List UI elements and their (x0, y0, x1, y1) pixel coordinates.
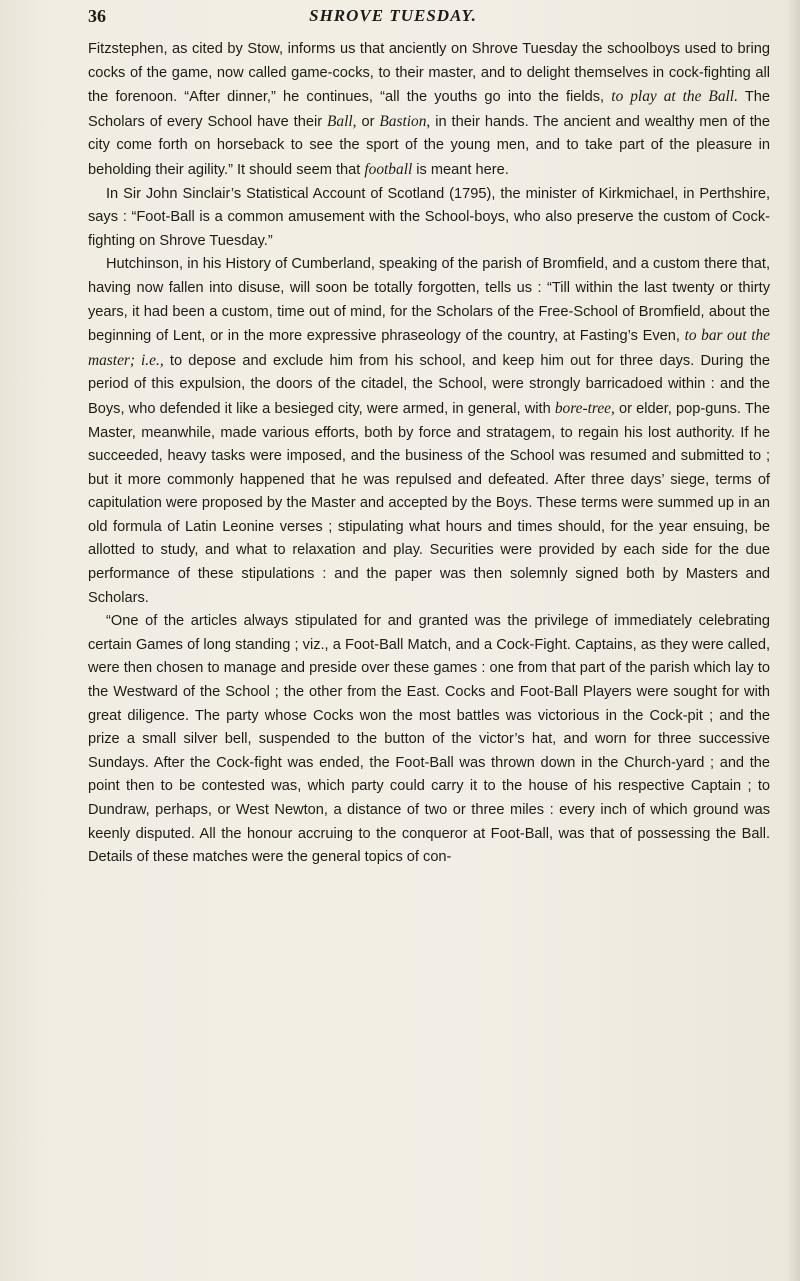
paragraph (88, 253, 770, 610)
text-run: is meant here. (412, 161, 509, 178)
text-run: or (356, 113, 380, 130)
text-run: to depose and exclude him from his school, and keep him out for three days. During the period of this expulsion, the doors of the citadel, the School, were strongly barricadoed within : and the Boys, who defended it like a besieged city, were armed, in general, with (88, 352, 770, 417)
text-run: “One of the articles always stipulated for and granted was the privilege of immediately celebrating certain Games of long standing ; viz., a Foot-Ball Match, and a Cock-Fight. Captains, as they were called, were then chosen to manage and preside over these games : one from that part of the parish which lay to the Westward of the School ; the other from the East. Cocks and Foot-Ball Players were sought for with great diligence. The party whose Cocks won the most battles was victorious in the Cock-pit ; and the prize a small silver bell, suspended to the button of the victor’s hat, and worn for three successive Sundays. After the Cock-fight was ended, the Foot-Ball was thrown down in the Church-yard ; and the point then to be contested was, which party could carry it to the house of his respective Captain ; to Dundraw, perhaps, or West Newton, a distance of two or three miles : every inch of which ground was keenly disputed. All the honour accruing to the conqueror at Foot-Ball, was that of possessing the Ball. Details of these matches were the general topics of con- (88, 613, 770, 866)
text-run: or elder, pop-guns. The Master, meanwhile, made various efforts, both by force and stratagem, to regain his lost authority. If he succeeded, heavy tasks were imposed, and the business of the School was resumed and submitted to ; but it more commonly happened that he was repulsed and defeated. After three days’ siege, terms of capitulation were proposed by the Master and accepted by the Boys. These terms were summed up in an old formula of Latin Leonine verses ; stipulating what hours and times should, for the year ensuing, be allotted to study, and what to relaxation and play. Securities were provided by each side for the due performance of these stipulations : and the paper was then solemnly signed both by Masters and Scholars. (88, 400, 770, 606)
text-run: Hutchinson, in his History of Cumberland, speaking of the parish of Bromfield, and a custom there that, having now fallen into disuse, will soon be totally forgotten, tells us : “Till within the last twenty or thirty years, it had been a custom, time out of mind, for the Scholars of the Free-School of Bromfield, about the beginning of Lent, or in the more expressive phraseology of the country, at Fasting’s Even, (88, 256, 770, 345)
italic-text: bore-tree, (554, 399, 615, 417)
paragraph (88, 610, 770, 870)
paragraph (88, 38, 770, 183)
page-number: 36 (88, 6, 106, 26)
body-text (88, 38, 770, 870)
page-edge-shadow (786, 0, 800, 1281)
paragraph (88, 183, 770, 254)
italic-text: to bar out the master; i.e., (88, 327, 770, 369)
page-header (88, 6, 788, 34)
text-run: Fitzstephen, as cited by Stow, informs us that anciently on Shrove Tuesday the schoolboys used to bring cocks of the game, now called game-cocks, to their master, and to delight themselves in cock-fighting all the forenoon. “After dinner,” he continues, “all the youths go into the fields, (88, 41, 770, 106)
italic-text: Bastion, (379, 112, 431, 130)
text-run: In Sir John Sinclair’s Statistical Account of Scotland (1795), the minister of Kirkmichael, in Perthshire, says : “Foot-Ball is a common amusement with the School-boys, who also preserve the custom of Cock-fighting on Shrove Tuesday.” (88, 185, 770, 249)
text-run: The Scholars of every School have their (88, 89, 770, 130)
running-title: SHROVE TUESDAY. (309, 6, 477, 25)
italic-text: Ball, (327, 112, 357, 130)
text-run: in their hands. The ancient and wealthy men of the city come forth on horseback to see the sport of the young men, and to take part of the pleasure in beholding their agility.” It should seem that (88, 113, 771, 178)
italic-text: to play at the Ball. (611, 88, 738, 106)
italic-text: football (364, 160, 413, 178)
